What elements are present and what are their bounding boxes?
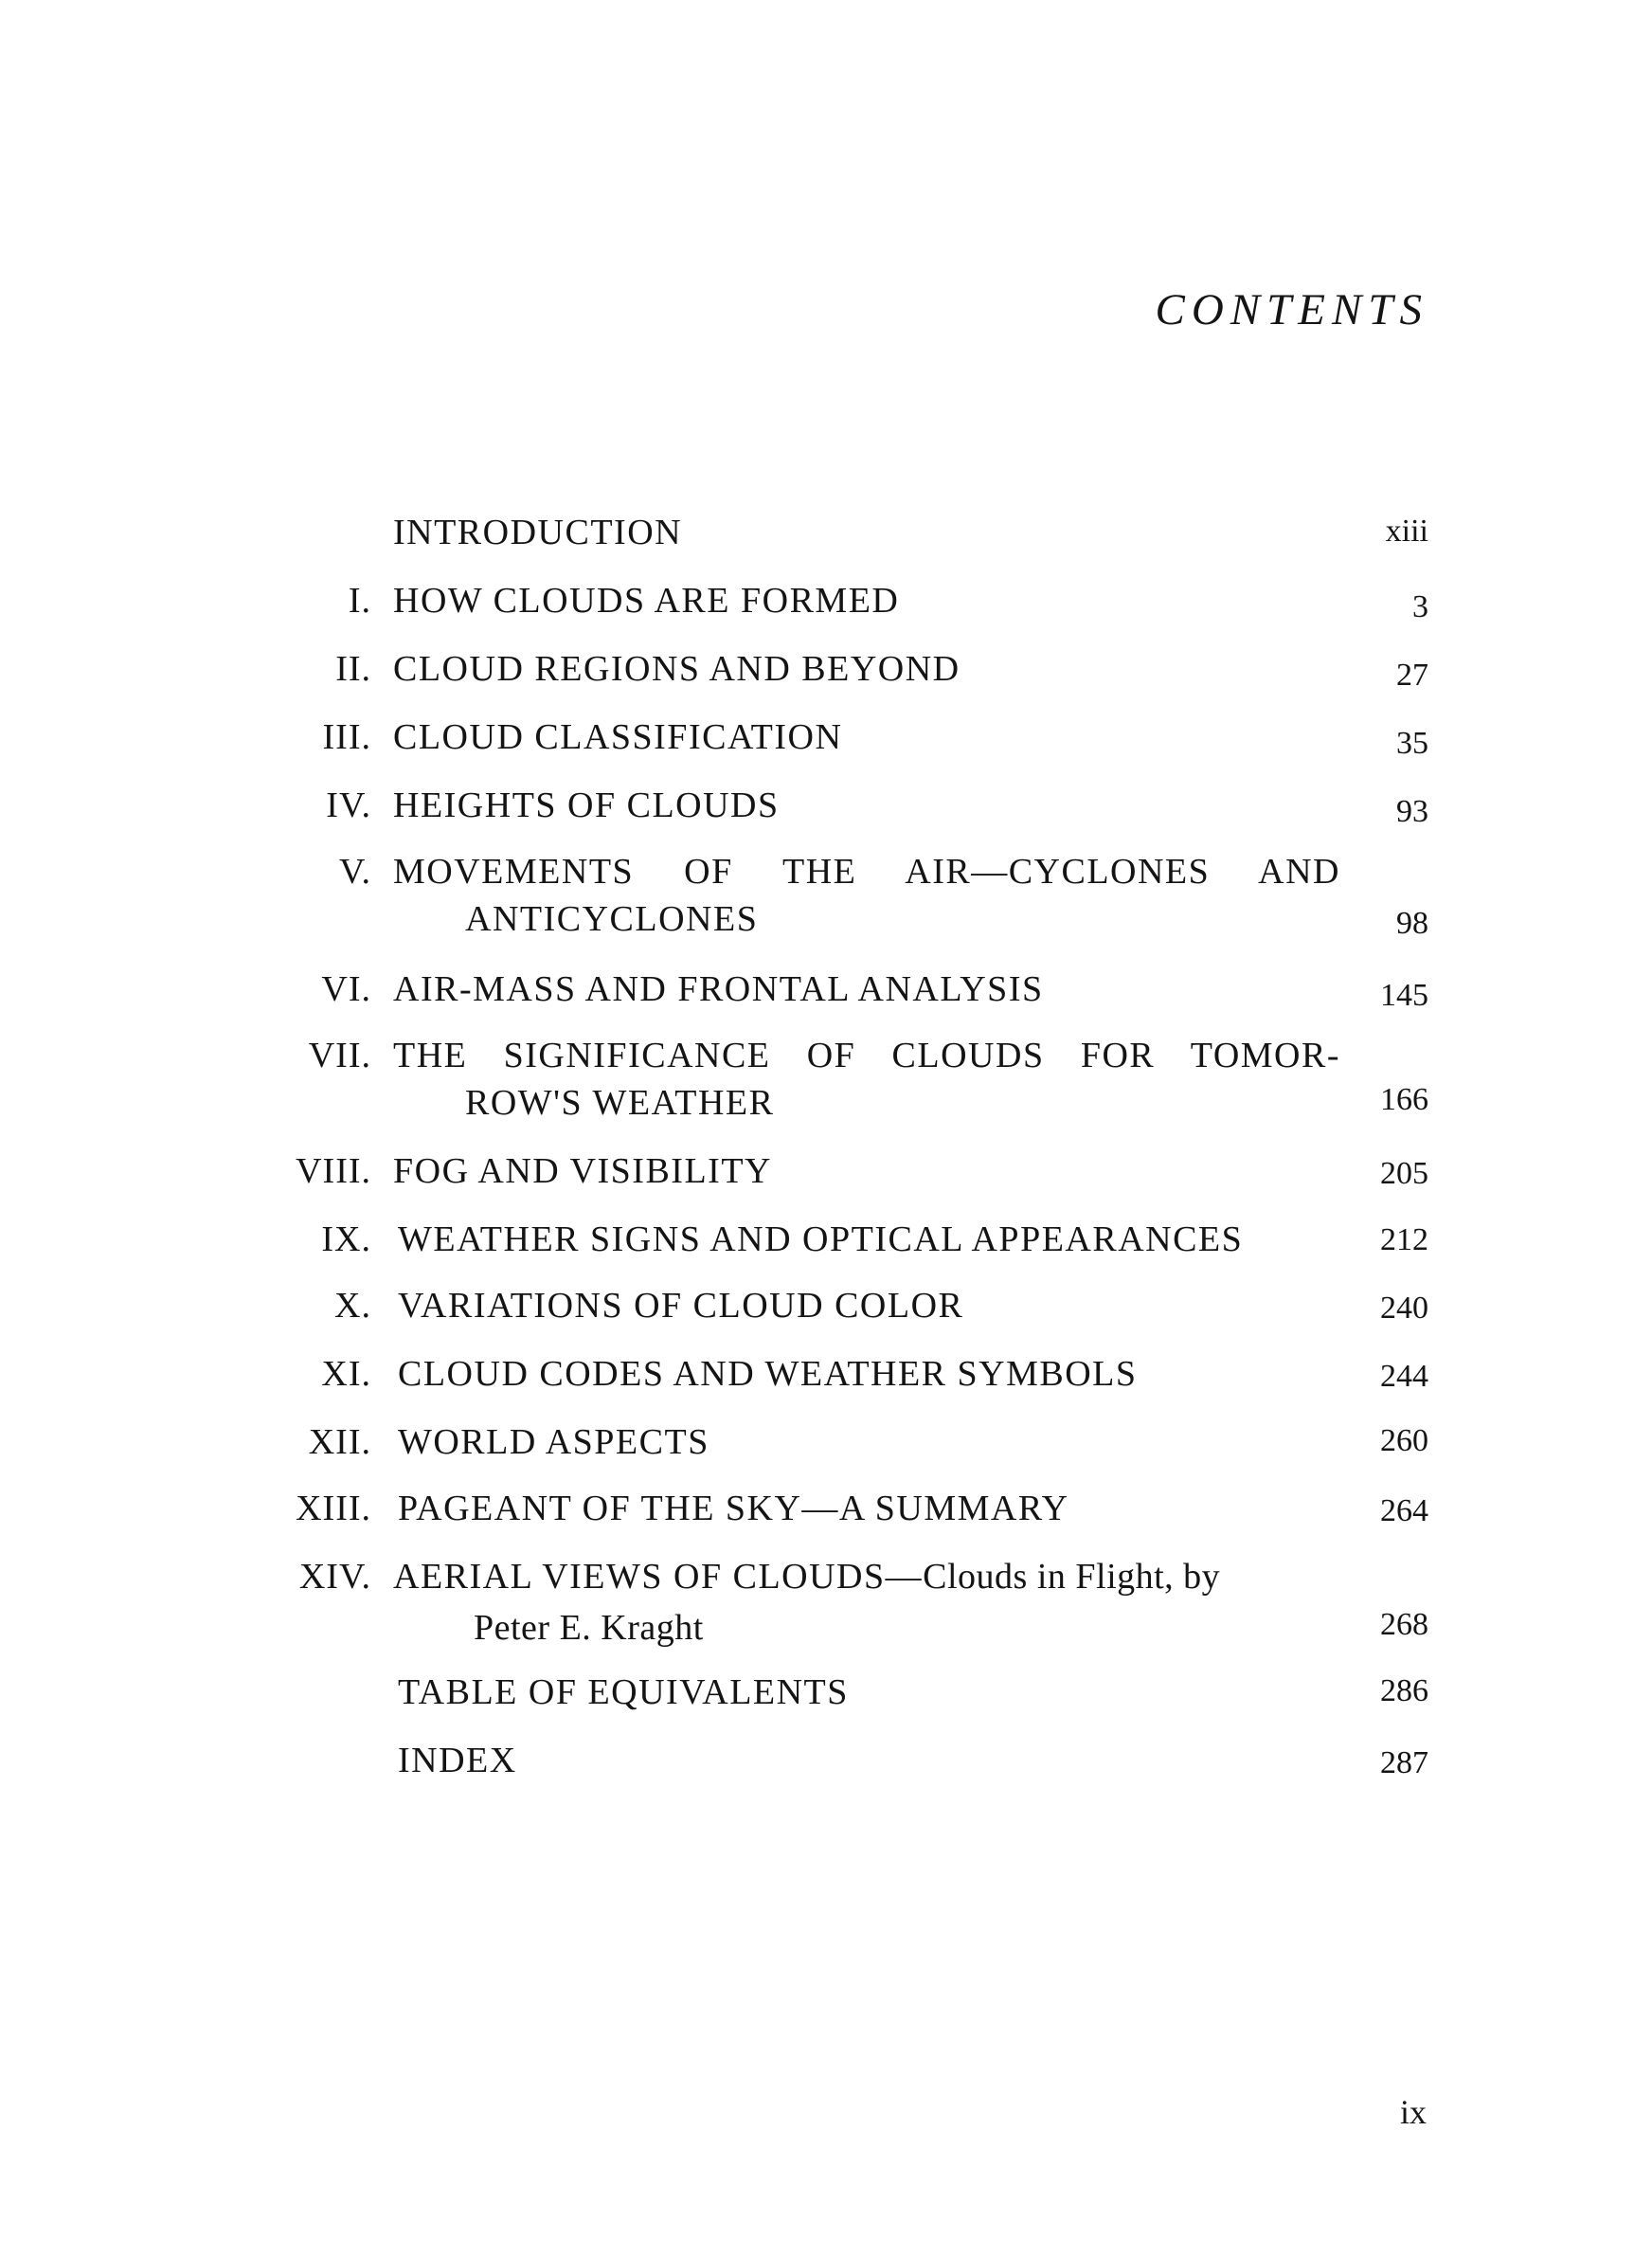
- toc-entry-title: CLOUD REGIONS AND BEYOND: [393, 649, 961, 689]
- toc-entry-title-caps: AERIAL VIEWS OF CLOUDS—: [393, 1557, 924, 1597]
- toc-entry-number: VII.: [308, 1036, 371, 1075]
- toc-entry-page: 212: [1380, 1222, 1428, 1257]
- toc-entry-title: INDEX: [398, 1741, 517, 1780]
- toc-entry-page: 145: [1380, 978, 1428, 1013]
- toc-entry-number: XII.: [308, 1422, 371, 1462]
- toc-entry-number: I.: [348, 581, 371, 621]
- toc-entry-title: PAGEANT OF THE SKY—A SUMMARY: [398, 1489, 1069, 1528]
- page-folio: ix: [1399, 2093, 1427, 2131]
- toc-entry-page: 98: [1396, 906, 1428, 941]
- toc-entry-page: 35: [1396, 726, 1428, 761]
- toc-entry-page: 205: [1380, 1156, 1428, 1191]
- toc-entry-title: MOVEMENTS OF THE AIR—CYCLONES AND: [393, 852, 1340, 892]
- page-title: CONTENTS: [1155, 285, 1428, 334]
- toc-entry-title: WEATHER SIGNS AND OPTICAL APPEARANCES: [398, 1219, 1244, 1259]
- toc-entry-page: 286: [1380, 1673, 1428, 1708]
- toc-entry-page: xiii: [1385, 514, 1428, 549]
- toc-entry-page: 27: [1396, 658, 1428, 693]
- toc-entry-number: II.: [335, 649, 371, 689]
- toc-entry-title: THE SIGNIFICANCE OF CLOUDS FOR TOMOR-: [393, 1036, 1340, 1075]
- toc-entry-number: XIV.: [298, 1557, 371, 1597]
- toc-entry-number: XIII.: [296, 1489, 371, 1528]
- toc-entry-number: IX.: [321, 1219, 371, 1259]
- toc-entry-number: V.: [338, 852, 371, 892]
- toc-entry-title: TABLE OF EQUIVALENTS: [398, 1672, 849, 1712]
- toc-entry-page: 268: [1380, 1607, 1428, 1642]
- toc-entry-page: 240: [1380, 1291, 1428, 1326]
- toc-entry-number: X.: [334, 1286, 371, 1326]
- toc-entry-title: CLOUD CLASSIFICATION: [393, 717, 843, 757]
- toc-entry-title: INTRODUCTION: [393, 513, 683, 552]
- toc-entry-title: FOG AND VISIBILITY: [393, 1151, 772, 1191]
- toc-entry-page: 264: [1380, 1493, 1428, 1528]
- toc-entry-title-subtitle: Clouds in Flight, by: [923, 1557, 1221, 1597]
- toc-entry-page: 3: [1412, 589, 1428, 624]
- toc-entry-page: 244: [1380, 1359, 1428, 1394]
- toc-entry-page: 287: [1380, 1745, 1428, 1780]
- toc-entry-title-continuation: ANTICYCLONES: [465, 899, 759, 939]
- toc-entry-title: HOW CLOUDS ARE FORMED: [393, 581, 900, 621]
- toc-entry-page: 166: [1380, 1082, 1428, 1117]
- toc-entry-number: VI.: [321, 969, 371, 1009]
- toc-entry-title: VARIATIONS OF CLOUD COLOR: [398, 1286, 964, 1326]
- toc-entry-page: 260: [1380, 1423, 1428, 1458]
- toc-entry-number: III.: [322, 717, 371, 757]
- toc-entry-title-continuation: Peter E. Kraght: [474, 1608, 704, 1648]
- toc-entry-title: WORLD ASPECTS: [398, 1422, 709, 1462]
- toc-entry-title: AIR-MASS AND FRONTAL ANALYSIS: [393, 969, 1044, 1009]
- toc-entry-number: VIII.: [296, 1151, 371, 1191]
- toc-entry-title-continuation: ROW'S WEATHER: [465, 1083, 775, 1123]
- toc-entry-page: 93: [1396, 794, 1428, 829]
- toc-entry-number: XI.: [321, 1354, 371, 1394]
- toc-entry-title: [393, 1556, 1220, 1598]
- toc-entry-title: CLOUD CODES AND WEATHER SYMBOLS: [398, 1354, 1138, 1394]
- toc-entry-title: HEIGHTS OF CLOUDS: [393, 785, 780, 825]
- toc-entry-number: IV.: [326, 785, 371, 825]
